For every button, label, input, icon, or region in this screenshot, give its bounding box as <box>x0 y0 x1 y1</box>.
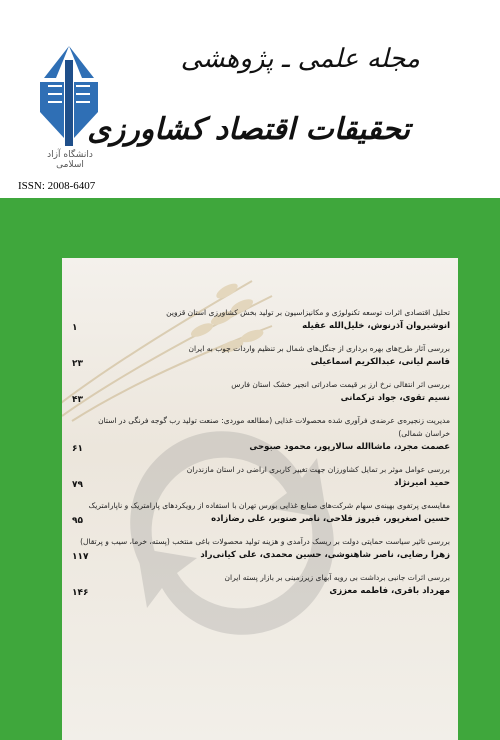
article-title: بررسی اثرات جانبی برداشت بی رویه آبهای زیرزمینی بر بازار پسته ایران <box>224 573 450 582</box>
journal-subtitle: مجله علمی ـ پژوهشی <box>180 44 420 74</box>
toc-entry[interactable] <box>72 463 450 490</box>
toc-entry[interactable] <box>72 571 450 598</box>
article-page: ۲۳ <box>72 359 83 369</box>
toc-entry[interactable] <box>72 342 450 369</box>
logo-caption: دانشگاه آزاد اسلامی <box>47 150 93 170</box>
article-title: بررسی تاثیر سیاست حمایتی دولت بر ریسک درآمدی و هزینه تولید محصولات باغی منتخب (پسته، خرما، سیب و پرتقال) <box>80 537 450 546</box>
toc-entry[interactable] <box>72 306 450 333</box>
article-authors: نسیم تقوی، جواد ترکمانی <box>340 393 450 403</box>
cover-header <box>0 0 500 198</box>
journal-title: تحقیقات اقتصاد کشاورزی <box>87 112 410 147</box>
toc-entry[interactable] <box>72 499 450 526</box>
article-authors: عصمت مجرد، ماشاالله سالارپور، محمود صبوحی <box>249 442 450 452</box>
article-title: تحلیل اقتصادی اثرات توسعه تکنولوژی و مکانیزاسیون بر تولید بخش کشاورزی استان قزوین <box>166 308 450 317</box>
green-band <box>0 198 500 258</box>
article-page: ۴۳ <box>72 395 83 405</box>
article-authors: قاسم لیانی، عبدالکریم اسماعیلی <box>310 357 450 367</box>
article-page: ۹۵ <box>72 516 83 526</box>
toc-entry[interactable] <box>72 535 450 562</box>
article-authors: حسین اصغرپور، فیروز فلاحی، ناصر صنوبر، علی رضازاده <box>211 514 450 524</box>
table-of-contents-panel <box>62 258 458 740</box>
article-page: ۱۴۶ <box>72 588 89 598</box>
article-title: بررسی آثار طرح‌های بهره برداری از جنگل‌های شمال بر تنظیم واردات چوب به ایران <box>188 344 450 353</box>
issn-number: ISSN: 2008-6407 <box>18 180 96 192</box>
article-title: بررسی عوامل موثر بر تمایل کشاورزان جهت تغییر کاربری اراضی در استان مازندران <box>186 465 450 474</box>
article-authors: حمید امیرنژاد <box>394 478 450 488</box>
article-page: ۶۱ <box>72 444 83 454</box>
toc-entry[interactable] <box>72 378 450 405</box>
article-title: مدیریت زنجیره‌ی عرضه‌ی فرآوری شده محصولات غذایی (مطالعه موردی: صنعت تولید رب گوجه فرنگی در استان خراسان شمالی) <box>98 416 450 438</box>
article-page: ۱۱۷ <box>72 552 89 562</box>
article-authors: مهرداد باقری، فاطمه معززی <box>329 586 450 596</box>
article-page: ۱ <box>72 323 78 333</box>
article-title: بررسی اثر انتقالی نرخ ارز بر قیمت صادراتی انجیر خشک استان فارس <box>231 380 450 389</box>
article-authors: انوشیروان آذرنوش، خلیل‌الله عقیله <box>302 321 450 331</box>
article-title: مقایسه‌ی پرتفوی بهینه‌ی سهام شرکت‌های صنایع غذایی بورس تهران با استفاده از رویکردهای پارامتریک و ناپارامتریک <box>88 501 450 510</box>
green-side-bar <box>458 258 500 740</box>
toc-list <box>72 306 450 607</box>
article-page: ۷۹ <box>72 480 83 490</box>
article-authors: زهرا رضایی، ناصر شاهنوشی، حسین محمدی، علی کیانی‌راد <box>200 550 450 560</box>
toc-entry[interactable] <box>72 414 450 454</box>
